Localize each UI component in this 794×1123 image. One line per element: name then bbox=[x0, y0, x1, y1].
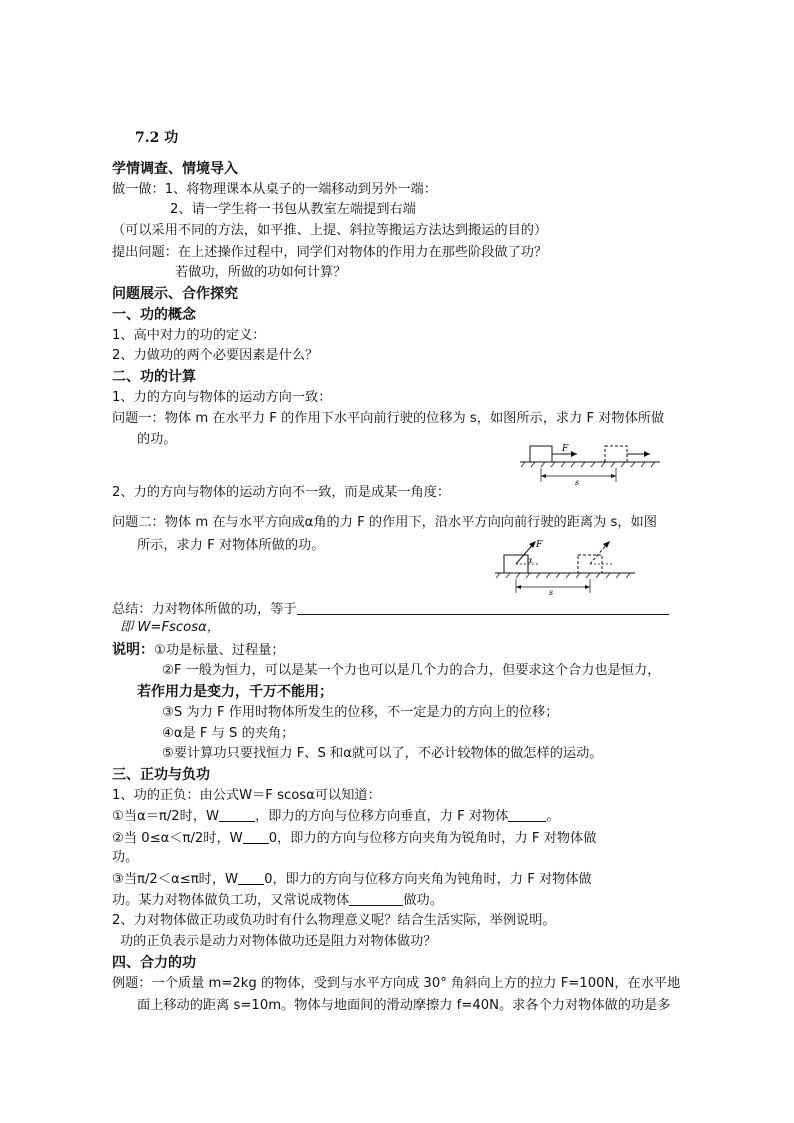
section-heading-explore: 问题展示、合作探究 bbox=[112, 286, 238, 302]
formula-line: 即 W=Fscosα， bbox=[120, 620, 220, 635]
blank-object bbox=[349, 891, 403, 906]
fig1-disp-label: s bbox=[575, 478, 580, 486]
blank-work-1 bbox=[508, 807, 546, 822]
note-5: ⑤要计算功只要找恒力 F、S 和α就可以了，不必计较物体的做怎样的运动。 bbox=[162, 746, 603, 761]
line-definition: 1、高中对力的功的定义： bbox=[112, 328, 266, 343]
note-2-warning: 若作用力是变力，千万不能用； bbox=[137, 684, 333, 700]
line-question-2: 若做功，所做的功如何计算？ bbox=[175, 265, 347, 280]
page-title: 7.2 功 bbox=[135, 130, 179, 146]
summary-blank bbox=[297, 600, 669, 615]
heading-concept: 一、功的概念 bbox=[112, 307, 196, 323]
fig2-disp-label: s bbox=[549, 588, 554, 595]
line-case-1: 1、力的方向与物体的运动方向一致： bbox=[112, 390, 332, 405]
figure-horizontal-force bbox=[515, 438, 665, 486]
line-meaning: 2、力对物体做正功或负功时有什么物理意义呢？结合生活实际，举例说明。 bbox=[112, 913, 556, 928]
line-case-2: 2、力的方向与物体的运动方向不一致，而是成某一角度： bbox=[112, 485, 451, 500]
blank-w-2 bbox=[243, 829, 269, 844]
figure-angled-force bbox=[490, 535, 640, 595]
fig1-force-label: F bbox=[562, 444, 569, 454]
heading-positive-negative: 三、正功与负功 bbox=[112, 767, 210, 783]
note-label: 说明： bbox=[112, 642, 154, 658]
note-3: ③S 为力 F 作用时物体所发生的位移，不一定是力的方向上的位移； bbox=[162, 705, 559, 720]
line-methods: （可以采用不同的方法，如平推、上提、斜拉等搬运方法达到搬运的目的） bbox=[112, 223, 548, 238]
note-line-1 bbox=[112, 641, 285, 660]
line-meaning-2: 功的正负表示是动力对物体做功还是阻力对物体做功？ bbox=[120, 934, 437, 949]
example-line-1: 例题：一个质量 m=2kg 的物体，受到与水平方向成 30° 角斜向上方的拉力 F=100N，在水平地 bbox=[112, 976, 681, 991]
question-2-text: 问题二：物体 m 在与水平方向成α角的力 F 的作用下，沿水平方向向前行驶的距离为 s，如图 bbox=[112, 515, 657, 530]
line-sign: 1、功的正负：由公式W＝F scosα可以知道： bbox=[112, 788, 381, 803]
example-line-2: 面上移动的距离 s=10m。物体与地面间的滑动摩擦力 f=40N。求各个力对物体做的功是多 bbox=[137, 998, 671, 1013]
line-try-2: 2、请一学生将一书包从教室左端提到右端 bbox=[170, 202, 416, 217]
question-1-text-cont: 的功。 bbox=[137, 432, 177, 447]
summary-text: 总结：力对物体所做的功，等于 bbox=[112, 602, 297, 617]
note-2: ②F 一般为恒力，可以是某一个力也可以是几个力的合力，但要求这个合力也是恒力， bbox=[162, 663, 661, 678]
case-obtuse: ③当π/2＜α≤π时，W 0，即力的方向与位移方向夹角为钝角时，力 F 对物体做 bbox=[112, 872, 592, 887]
summary-line bbox=[112, 600, 669, 619]
fig2-force-label: F bbox=[536, 540, 543, 550]
case-acute-cont: 功。 bbox=[112, 850, 139, 865]
question-2-text-cont: 所示，求力 F 对物体所做的功。 bbox=[137, 538, 325, 553]
heading-net-work: 四、合力的功 bbox=[112, 955, 196, 971]
blank-w-3 bbox=[238, 870, 264, 885]
fig2-angle-label: α bbox=[527, 556, 533, 565]
line-question: 提出问题：在上述操作过程中，同学们对物体的作用力在那些阶段做了功？ bbox=[112, 245, 548, 260]
question-1-text: 问题一：物体 m 在水平力 F 的作用下水平向前行驶的位移为 s，如图所示，求力 F 对物体所做 bbox=[112, 411, 665, 426]
note-4: ④α是 F 与 S 的夹角； bbox=[162, 726, 295, 741]
case-obtuse-cont: 功。某力对物体做负工功，又常说成物体 做功。 bbox=[112, 893, 443, 908]
heading-calculation: 二、功的计算 bbox=[112, 369, 196, 385]
line-factors: 2、力做功的两个必要因素是什么？ bbox=[112, 348, 319, 363]
case-perpendicular: ①当α＝π/2时，W ，即力的方向与位移方向垂直，力 F 对物体 。 bbox=[112, 809, 560, 824]
section-heading-intro: 学情调查、情境导入 bbox=[112, 161, 238, 177]
note-1: ①功是标量、过程量； bbox=[154, 643, 285, 658]
line-try-1: 做一做：1、将物理课本从桌子的一端移动到另外一端： bbox=[112, 182, 437, 197]
case-acute: ②当 0≤α＜π/2时，W 0，即力的方向与位移方向夹角为锐角时，力 F 对物体做 bbox=[112, 831, 597, 846]
blank-w-1 bbox=[219, 807, 255, 822]
